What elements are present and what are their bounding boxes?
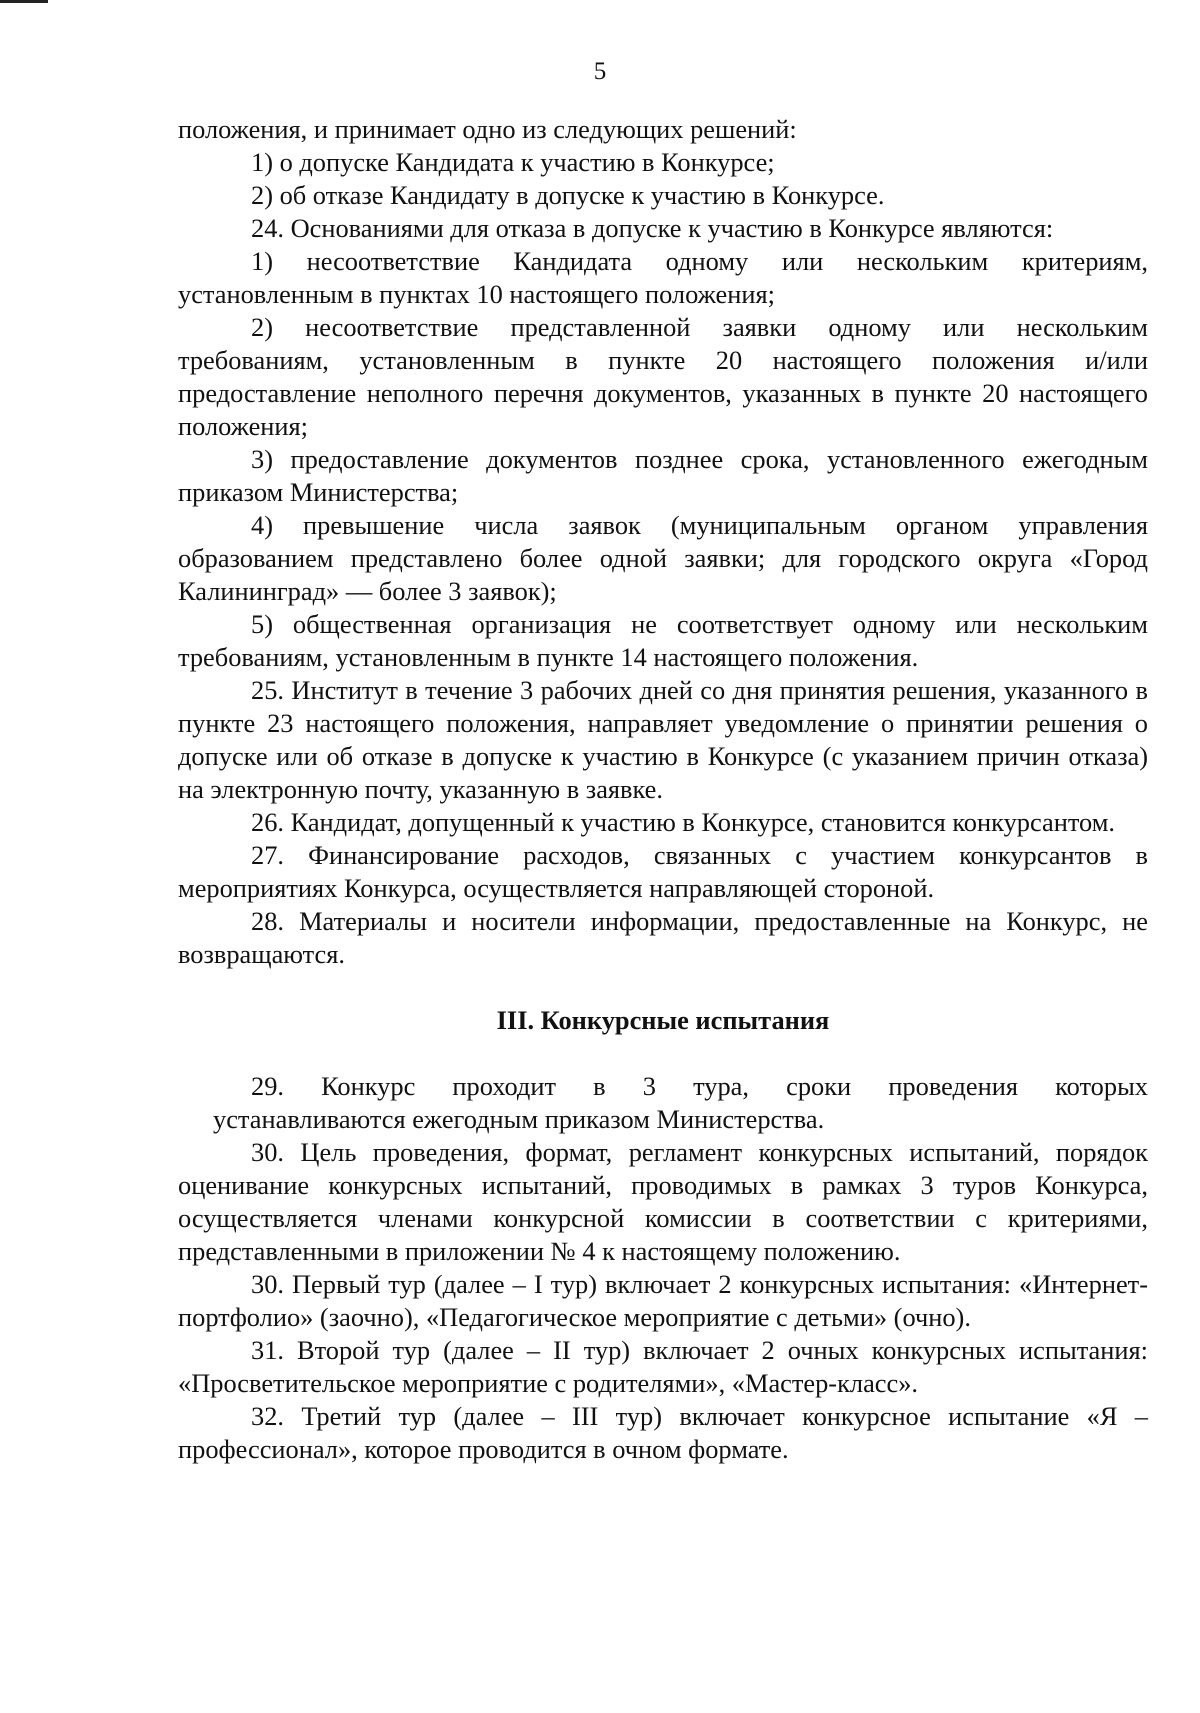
paragraph-26: 26. Кандидат, допущенный к участию в Конкурсе, становится конкурсантом. [251, 807, 1116, 837]
scan-corner-mark [0, 0, 48, 3]
paragraph-32: 32. Третий тур (далее – III тур) включает конкурсное испытание «Я – профессионал», которое проводится в очном формате. [178, 1401, 1148, 1464]
decision-item-1: 1) о допуске Кандидата к участию в Конкурсе; [251, 147, 775, 177]
paragraph-27: 27. Финансирование расходов, связанных с участием конкурсантов в мероприятиях Конкурса, осуществляется направляющей стороной. [178, 840, 1148, 903]
paragraph-30-goal: 30. Цель проведения, формат, регламент конкурсных испытаний, порядок оценивание конкурсных испытаний, проводимых в рамках 3 туров Конкурса, осуществляется членами конкурсной комиссии в соответствии с критериями, представленными в приложении № 4 к настоящему положению. [178, 1137, 1148, 1266]
paragraph-31: 31. Второй тур (далее – II тур) включает 2 очных конкурсных испытания: «Просветительское мероприятие с родителями», «Мастер-класс». [178, 1335, 1148, 1398]
ground-item-1: 1) несоответствие Кандидата одному или нескольким критериям, установленным в пунктах 10 настоящего положения; [178, 246, 1148, 309]
paragraph-29-line-2: устанавливаются ежегодным приказом Министерства. [213, 1104, 825, 1134]
paragraph-28: 28. Материалы и носители информации, предоставленные на Конкурс, не возвращаются. [178, 906, 1148, 969]
paragraph-24: 24. Основаниями для отказа в допуске к участию в Конкурсе являются: [251, 213, 1054, 243]
ground-item-3: 3) предоставление документов позднее срока, установленного ежегодным приказом Министерства; [178, 444, 1148, 507]
document-body [178, 113, 1148, 1466]
spacer [178, 971, 1148, 1004]
paragraph-29-line-1: 29. Конкурс проходит в 3 тура, сроки проведения которых [251, 1071, 1148, 1101]
paragraph-25: 25. Институт в течение 3 рабочих дней со дня принятия решения, указанного в пункте 23 настоящего положения, направляет уведомление о принятии решения о допуске или об отказе в допуске к участию в Конкурсе (с указанием причин отказа) на электронную почту, указанную в заявке. [178, 675, 1148, 804]
page-number: 5 [593, 58, 607, 85]
paragraph-intro: положения, и принимает одно из следующих решений: [178, 114, 797, 144]
decision-item-2: 2) об отказе Кандидату в допуске к участию в Конкурсе. [251, 180, 885, 210]
ground-item-4: 4) превышение числа заявок (муниципальным органом управления образованием представлено более одной заявки; для городского округа «Город Калининград» — более 3 заявок); [178, 510, 1148, 606]
ground-item-2: 2) несоответствие представленной заявки одному или нескольким требованиям, установленным в пункте 20 настоящего положения и/или предоставление неполного перечня документов, указанных в пункте 20 настоящего положения; [178, 312, 1148, 441]
spacer [178, 1037, 1148, 1070]
paragraph-30-first-tour: 30. Первый тур (далее – I тур) включает 2 конкурсных испытания: «Интернет-портфолио» (заочно), «Педагогическое мероприятие с детьми» (очно). [178, 1269, 1148, 1332]
ground-item-5: 5) общественная организация не соответствует одному или нескольким требованиям, установленным в пункте 14 настоящего положения. [178, 609, 1148, 672]
section-heading: III. Конкурсные испытания [496, 1005, 830, 1035]
